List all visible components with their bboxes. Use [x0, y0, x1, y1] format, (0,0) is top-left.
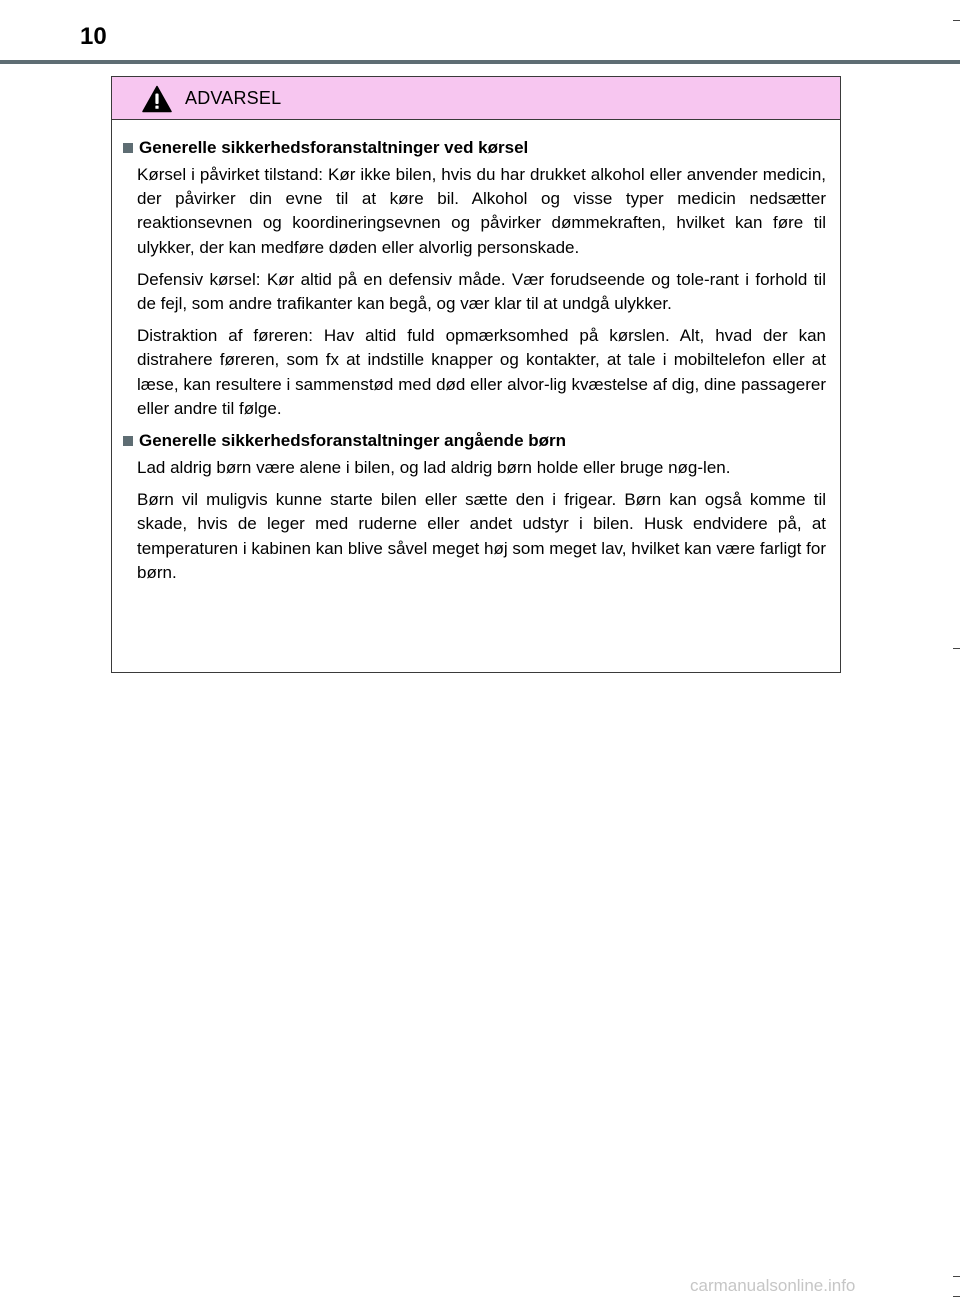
watermark: carmanualsonline.info: [690, 1276, 856, 1295]
section-heading-text: Generelle sikkerhedsforanstaltninger ved kørsel: [139, 138, 529, 157]
paragraph: Distraktion af føreren: Hav altid fuld opmærksomhed på kørslen. Alt, hvad der kan distrahere føreren, som fx at indstille knapper og kontakter, at tale i mobiltelefon eller at læse, kan resultere i sammenstød med død eller alvor-lig kvæstelse af dig, dine passagerer eller andre til følge.: [137, 326, 826, 418]
warning-body: [112, 120, 840, 585]
section-heading: [123, 136, 826, 160]
square-bullet-icon: [123, 436, 133, 446]
warning-header: [112, 77, 840, 120]
crop-mark: [953, 20, 960, 21]
square-bullet-icon: [123, 143, 133, 153]
warning-box: [111, 76, 841, 673]
crop-mark: [953, 1296, 960, 1297]
paragraph: Defensiv kørsel: Kør altid på en defensiv måde. Vær forudseende og tole-rant i forhold til de fejl, som andre trafikanter kan begå, og vær klar til at undgå ulykker.: [137, 269, 826, 314]
crop-mark: [953, 1276, 960, 1277]
paragraph: Kørsel i påvirket tilstand: Kør ikke bilen, hvis du har drukket alkohol eller anvender medicin, der påvirker din evne til at køre bil. Alkohol og visse typer medicin nedsætter reaktionsevnen og koordineringsevnen og påvirker dømmekraften, hvilket kan føre til ulykker, der kan medføre døden eller alvorlig personskade.: [137, 165, 826, 257]
warning-title: ADVARSEL: [185, 88, 282, 108]
section-heading: [123, 429, 826, 453]
paragraph: Børn vil muligvis kunne starte bilen eller sætte den i frigear. Børn kan også komme til skade, hvis de leger med ruderne eller andet udstyr i bilen. Husk endvidere på, at temperaturen i kabinen kan blive såvel meget høj som meget lav, hvilket kan være farligt for børn.: [137, 490, 826, 582]
section-heading-text: Generelle sikkerhedsforanstaltninger angående børn: [139, 431, 567, 451]
header-rule: [0, 60, 960, 64]
page-number: 10: [80, 23, 107, 50]
paragraph: Lad aldrig børn være alene i bilen, og lad aldrig børn holde eller bruge nøg-len.: [137, 458, 731, 478]
crop-mark: [953, 648, 960, 649]
warning-triangle-icon: [142, 85, 172, 113]
